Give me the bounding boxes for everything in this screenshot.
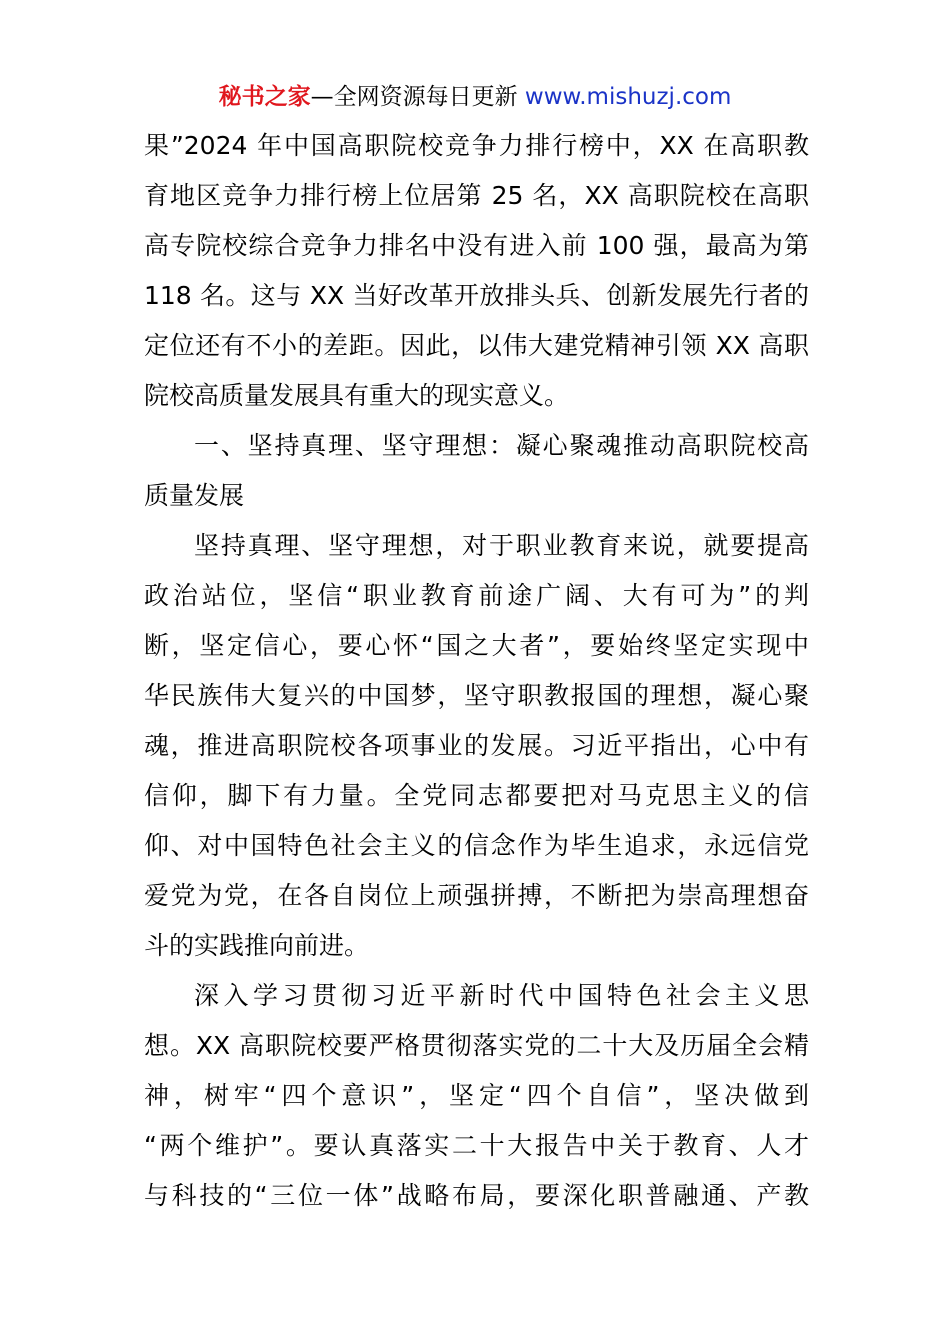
text-line: 高专院校综合竞争力排名中没有进入前 100 强，最高为第 — [144, 231, 809, 260]
section-heading-1 — [144, 421, 809, 521]
text-line: 果”2024 年中国高职院校竞争力排行榜中，XX 在高职教 — [144, 131, 809, 160]
text-line: 政治站位，坚信“职业教育前途广阔、大有可为”的判 — [144, 581, 809, 610]
text-line: 神，树牢“四个意识”，坚定“四个自信”，坚决做到 — [144, 1081, 809, 1110]
paragraph-study-thought — [144, 971, 809, 1221]
heading-line: 质量发展 — [144, 481, 245, 510]
text-line: 魂，推进高职院校各项事业的发展。习近平指出，心中有 — [144, 731, 809, 760]
text-line: 仰、对中国特色社会主义的信念作为毕生追求，永远信党 — [144, 831, 809, 860]
brand-name: 秘书之家 — [218, 84, 311, 110]
site-url-link[interactable]: www.mishuzj.com — [524, 84, 732, 110]
paragraph-intro-continuation — [144, 121, 809, 421]
document-body — [144, 121, 809, 1221]
text-line: 院校高质量发展具有重大的现实意义。 — [144, 381, 570, 410]
text-line: 信仰，脚下有力量。全党同志都要把对马克思主义的信 — [144, 781, 809, 810]
heading-line: 一、坚持真理、坚守理想：凝心聚魂推动高职院校高 — [194, 431, 809, 460]
text-line: 定位还有不小的差距。因此，以伟大建党精神引领 XX 高职 — [144, 331, 809, 360]
text-line: 断，坚定信心，要心怀“国之大者”，要始终坚定实现中 — [144, 631, 809, 660]
text-line: 爱党为党，在各自岗位上顽强拼搏，不断把为崇高理想奋 — [144, 881, 809, 910]
page-header — [0, 80, 950, 114]
text-line: 斗的实践推向前进。 — [144, 931, 370, 960]
text-line: 华民族伟大复兴的中国梦，坚守职教报国的理想，凝心聚 — [144, 681, 809, 710]
text-line: “两个维护”。要认真落实二十大报告中关于教育、人才 — [144, 1131, 809, 1160]
text-line: 深入学习贯彻习近平新时代中国特色社会主义思 — [194, 981, 809, 1010]
text-line: 育地区竞争力排行榜上位居第 25 名，XX 高职院校在高职 — [144, 181, 809, 210]
paragraph-truth-ideals — [144, 521, 809, 971]
text-line: 118 名。这与 XX 当好改革开放排头兵、创新发展先行者的 — [144, 281, 809, 310]
text-line: 与科技的“三位一体”战略布局，要深化职普融通、产教 — [144, 1181, 809, 1210]
text-line: 坚持真理、坚守理想，对于职业教育来说，就要提高 — [194, 531, 809, 560]
header-tagline: —全网资源每日更新 — [310, 84, 525, 110]
text-line: 想。XX 高职院校要严格贯彻落实党的二十大及历届全会精 — [144, 1031, 809, 1060]
